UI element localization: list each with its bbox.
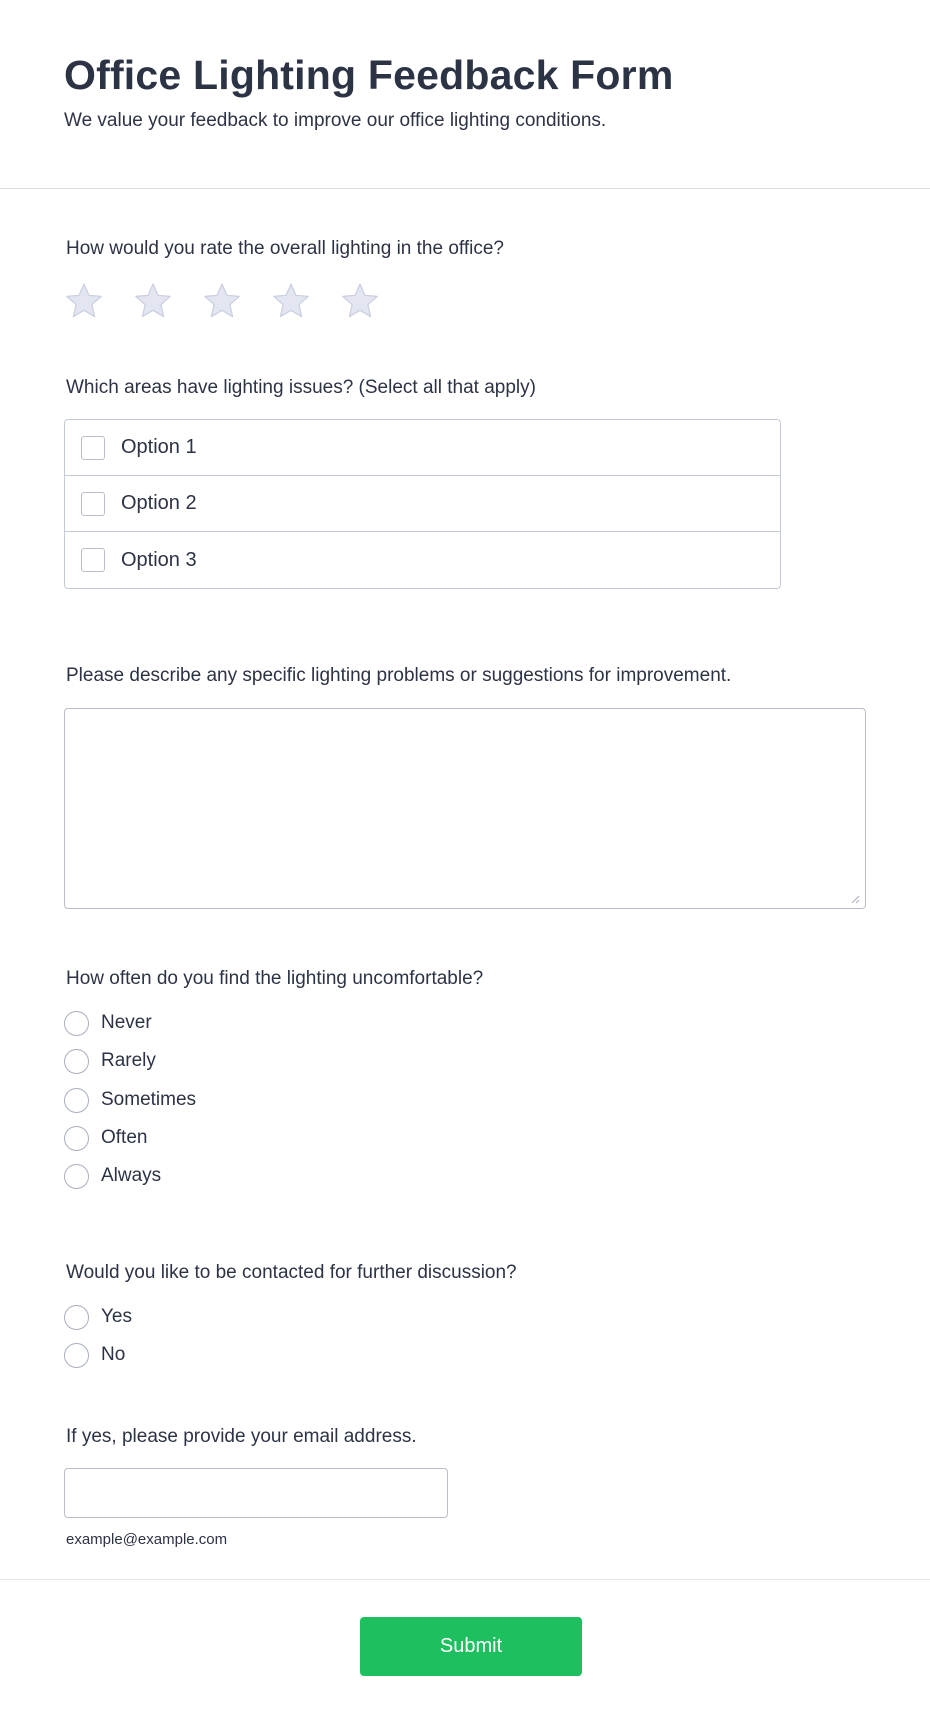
checkbox-label: Option 2 — [121, 492, 197, 514]
radio-label: Never — [101, 1012, 152, 1033]
form-subtitle: We value your feedback to improve our office lighting conditions. — [64, 110, 607, 131]
radio-label: Rarely — [101, 1050, 156, 1071]
resize-handle-icon[interactable] — [851, 895, 860, 904]
frequency-option-rarely[interactable] — [64, 1048, 156, 1074]
frequency-question-label: How often do you find the lighting uncomfortable? — [66, 968, 484, 989]
star-rating — [64, 281, 409, 321]
frequency-option-always[interactable] — [64, 1163, 161, 1189]
radio-label: Always — [101, 1165, 162, 1186]
areas-checklist — [64, 419, 781, 589]
star-2-icon[interactable] — [133, 281, 173, 321]
frequency-option-never[interactable] — [64, 1010, 152, 1036]
email-sublabel: example@example.com — [66, 1531, 228, 1548]
radio-label: Sometimes — [101, 1089, 197, 1110]
problems-textarea[interactable] — [64, 708, 866, 909]
radio-button[interactable] — [64, 1126, 89, 1151]
form-header — [0, 0, 930, 189]
areas-option-3[interactable] — [65, 532, 780, 588]
star-4-icon[interactable] — [271, 281, 311, 321]
form-title: Office Lighting Feedback Form — [64, 52, 674, 98]
email-field[interactable] — [64, 1468, 448, 1518]
checkbox-label: Option 3 — [121, 548, 197, 571]
areas-option-2[interactable] — [65, 476, 780, 532]
problems-question-label: Please describe any specific lighting problems or suggestions for improvement. — [66, 665, 732, 686]
star-1-icon[interactable] — [64, 281, 104, 321]
areas-question-label: Which areas have lighting issues? (Select all that apply) — [66, 377, 536, 398]
radio-label: Often — [101, 1127, 148, 1148]
radio-button[interactable] — [64, 1164, 89, 1189]
radio-button[interactable] — [64, 1305, 89, 1330]
checkbox[interactable] — [81, 436, 105, 460]
radio-button[interactable] — [64, 1088, 89, 1113]
radio-button[interactable] — [64, 1343, 89, 1368]
frequency-option-sometimes[interactable] — [64, 1087, 196, 1113]
contact-option-no[interactable] — [64, 1342, 125, 1368]
radio-label: No — [101, 1344, 126, 1365]
footer-divider — [0, 1579, 930, 1580]
checkbox[interactable] — [81, 492, 105, 516]
radio-button[interactable] — [64, 1049, 89, 1074]
radio-button[interactable] — [64, 1011, 89, 1036]
radio-label: Yes — [101, 1306, 132, 1327]
checkbox-label: Option 1 — [121, 436, 197, 458]
areas-option-1[interactable] — [65, 420, 780, 476]
submit-button[interactable]: Submit — [360, 1617, 582, 1676]
star-3-icon[interactable] — [202, 281, 242, 321]
contact-question-label: Would you like to be contacted for further discussion? — [66, 1262, 517, 1283]
rating-question-label: How would you rate the overall lighting in the office? — [66, 238, 504, 259]
checkbox[interactable] — [81, 548, 105, 572]
frequency-option-often[interactable] — [64, 1125, 147, 1151]
contact-option-yes[interactable] — [64, 1304, 132, 1330]
email-question-label: If yes, please provide your email address. — [66, 1426, 417, 1447]
star-5-icon[interactable] — [340, 281, 380, 321]
